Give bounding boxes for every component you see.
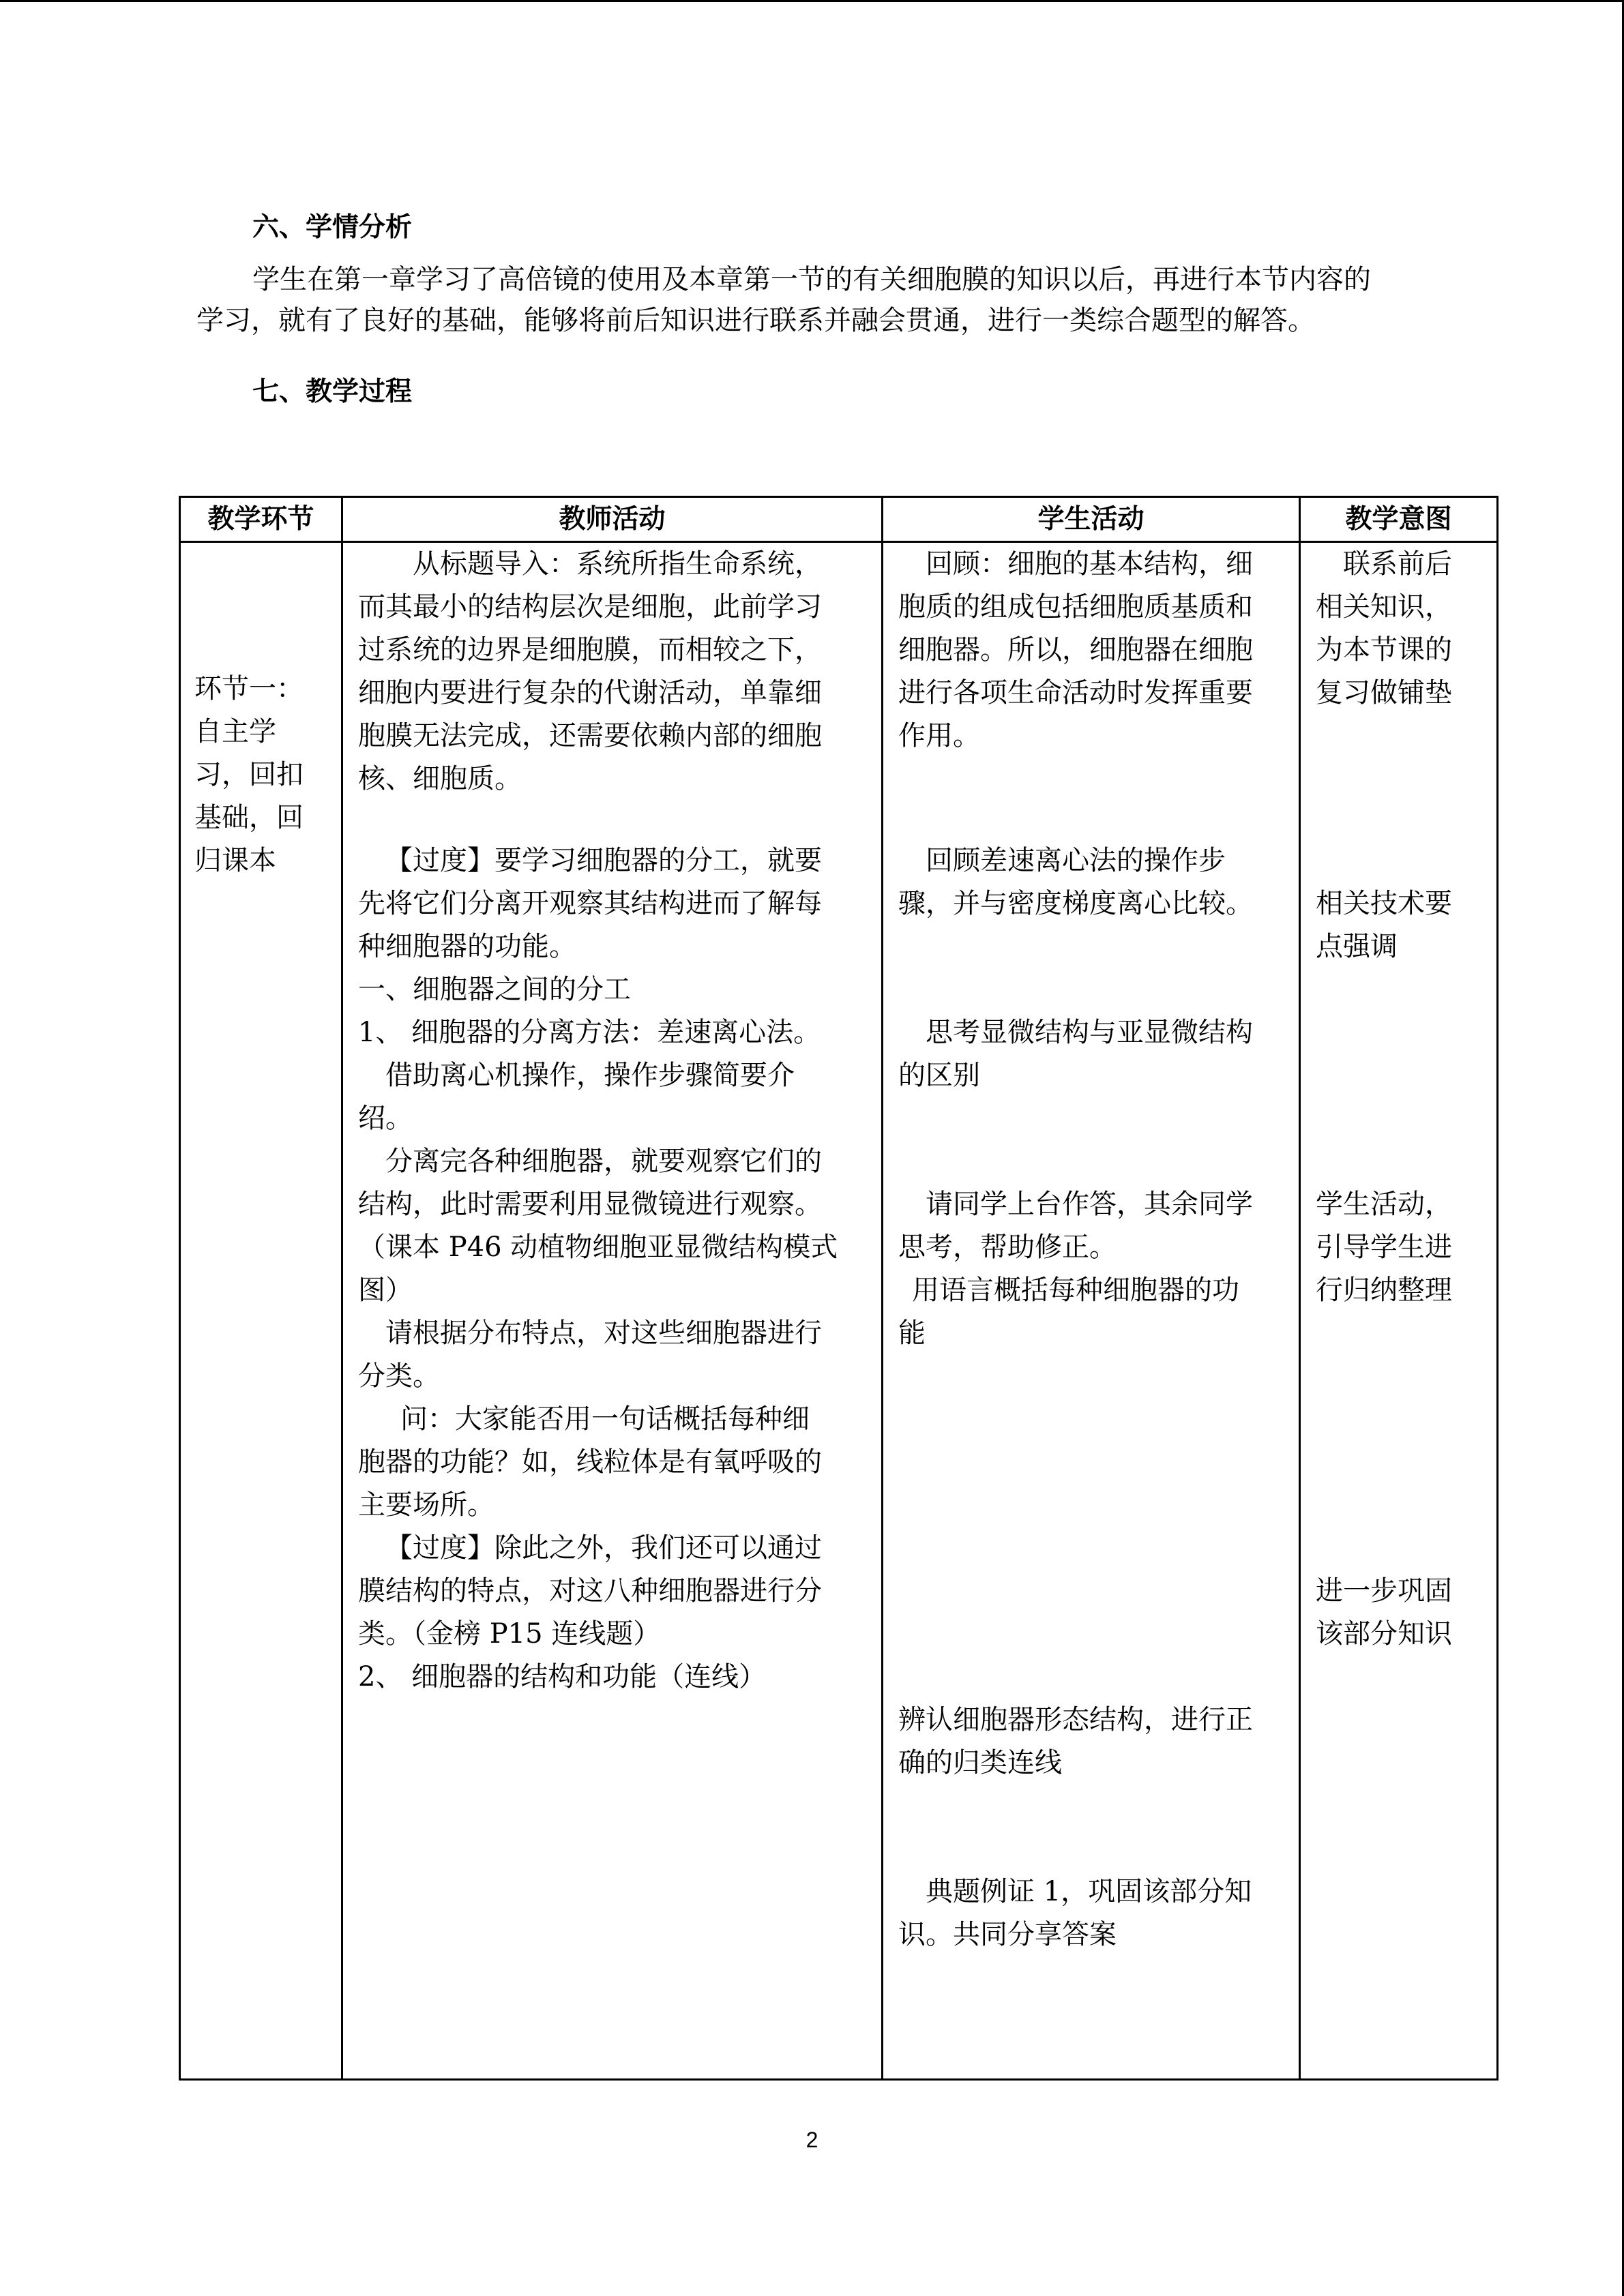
teacher-item-1: 1、 细胞器的分离方法：差速离心法。 [358, 1017, 821, 1048]
header-student-activity: 学生活动 [883, 497, 1300, 542]
student-example-block: 典题例证 1，巩固该部分知 识。共同分享答案 [898, 1876, 1252, 1950]
header-stage: 教学环节 [180, 497, 342, 542]
teacher-transition-1: 【过度】要学习细胞器的分工，就要 先将它们分离开观察其结构进而了解每 种细胞器的功能。 一、细胞器之间的分工 1、 细胞器的分离方法：差速离心法。 借助离心机操作，操作步骤简要介 绍。 分离完各种细胞器，就要观察它们的 结构，此时需要利用显微镜进行观察。 （课本 P46 动植物细胞亚显微结构模式 图） 请根据分布特点，对这些细胞器进行 分类。 问：大家能否用一句话概括每种细 胞器的功能？如，线粒体是有氧呼吸的 主要场所。 【过度】除此之外，我们还可以通过 膜结构的特点，对这八种细胞器进行分 类。（金榜 P15 连线题） 2、 细胞器的结构和功能（连线） [358, 839, 872, 1699]
teaching-process-table [179, 496, 1498, 2081]
student-microscopy-block: 思考显微结构与亚显微结构 的区别 [898, 1017, 1253, 1091]
section-heading-learning-analysis: 六、学情分析 [252, 212, 413, 243]
paragraph-line: 学生在第一章学习了高倍镜的使用及本章第一节的有关细胞膜的知识以后，再进行本节内容的 [252, 264, 1371, 295]
intent-link-block: 联系前后 相关知识， 为本节课的 复习做铺垫 [1316, 548, 1452, 709]
student-board-block: 请同学上台作答，其余同学 思考，帮助修正。 用语言概括每种细胞器的功 能 [898, 1189, 1253, 1349]
table-row [180, 542, 1498, 2080]
page-number: 2 [806, 2128, 818, 2152]
table-header-row [180, 497, 1498, 542]
intent-tech-block: 相关技术要 点强调 [1316, 888, 1452, 962]
intent-consolidate-block: 进一步巩固 该部分知识 [1316, 1575, 1452, 1650]
stage-text: 环节一： 自主学 习，回扣 基础，回 归课本 [194, 673, 304, 876]
intent-activity-block: 学生活动， 引导学生进 行归纳整理 [1316, 1189, 1452, 1306]
paragraph-line: 学习，就有了良好的基础，能够将前后知识进行联系并融会贯通，进行一类综合题型的解答。 [196, 305, 1315, 336]
page-border-top [0, 0, 1624, 2]
header-teaching-intent: 教学意图 [1300, 497, 1498, 542]
header-teacher-activity: 教师活动 [342, 497, 883, 542]
stage-cell [180, 542, 342, 2080]
student-review-block: 回顾：细胞的基本结构，细 胞质的组成包括细胞质基质和 细胞器。所以，细胞器在细胞 进行各项生命活动时发挥重要 作用。 [898, 548, 1253, 751]
student-activity-cell [883, 542, 1300, 2080]
teacher-activity-cell [342, 542, 883, 2080]
student-matching-block: 辨认细胞器形态结构，进行正 确的归类连线 [898, 1704, 1253, 1778]
teacher-section-1-title: 一、细胞器之间的分工 [358, 974, 631, 1005]
teaching-intent-cell [1300, 542, 1498, 2080]
student-centrifugation-block: 回顾差速离心法的操作步 骤，并与密度梯度离心比较。 [898, 845, 1253, 919]
teacher-item-2: 2、 细胞器的结构和功能（连线） [358, 1661, 767, 1693]
teacher-intro-block: 从标题导入：系统所指生命系统， 而其最小的结构层次是细胞，此前学习 过系统的边界是细胞膜，而相较之下， 细胞内要进行复杂的代谢活动，单靠细 胞膜无法完成，还需要依赖内部的细胞 核、细胞质。 [358, 548, 822, 794]
learning-analysis-paragraph [196, 259, 1438, 341]
section-heading-teaching-process: 七、教学过程 [252, 376, 413, 407]
